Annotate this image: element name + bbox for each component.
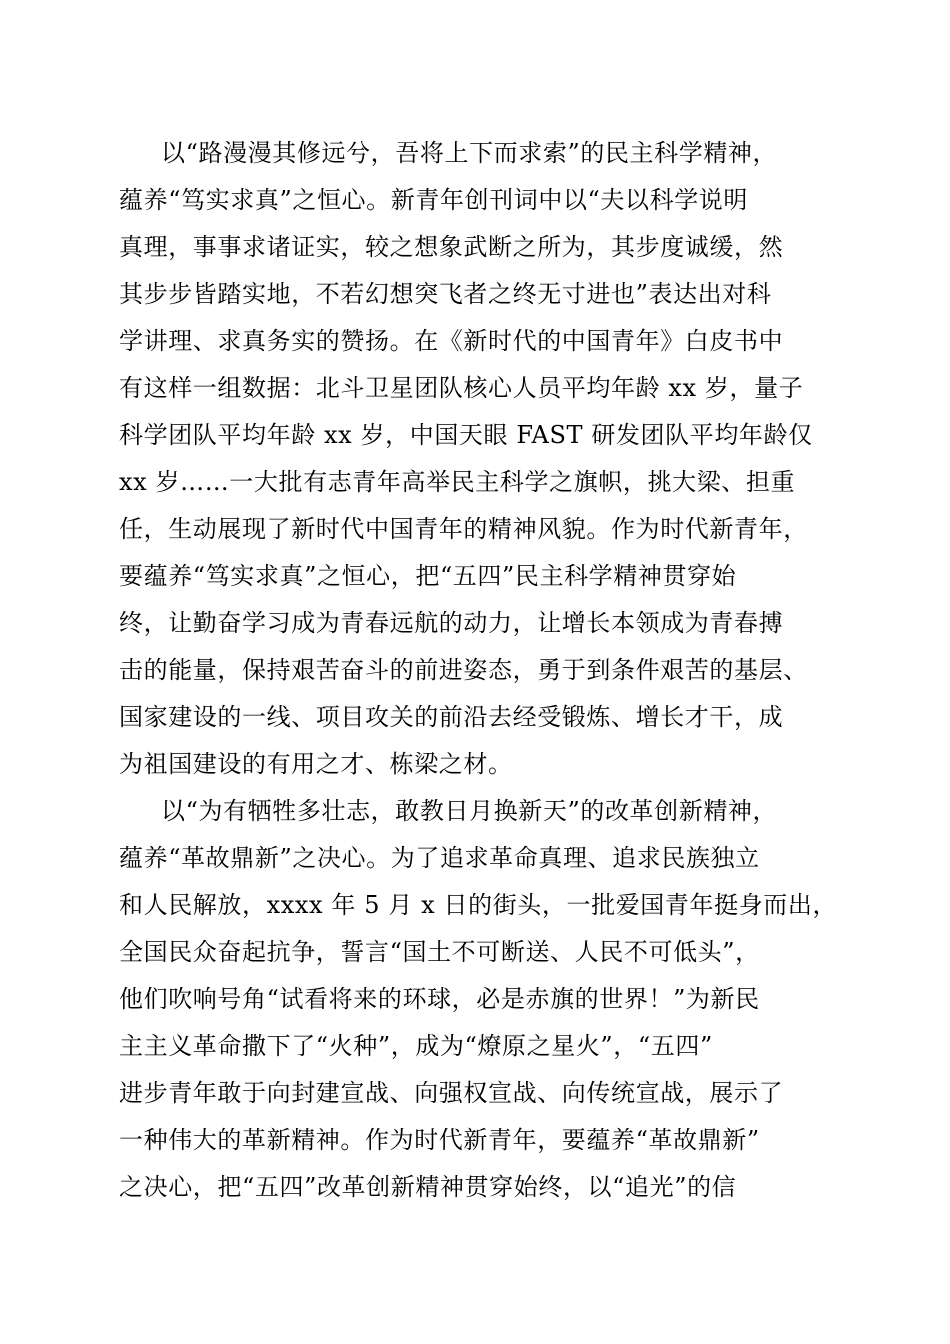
text-line: 有这样一组数据：北斗卫星团队核心人员平均年龄 xx 岁，量子 [119,374,804,402]
text-line: 和人民解放，xxxx 年 5 月 x 日的街头，一批爱国青年挺身而出， [119,891,838,919]
text-line: 进步青年敢于向封建宣战、向强权宣战、向传统宣战，展示了 [119,1079,784,1107]
text-line: 终，让勤奋学习成为青春远航的动力，让增长本领成为青春搏 [119,609,784,637]
text-line: 为祖国建设的有用之才、栋梁之材。 [119,750,513,778]
text-line: 科学团队平均年龄 xx 岁，中国天眼 FAST 研发团队平均年龄仅 [119,421,813,449]
text-line: 要蕴养“笃实求真”之恒心，把“五四”民主科学精神贯穿始 [119,562,737,590]
text-line: 蕴养“革故鼎新”之决心。为了追求革命真理、追求民族独立 [119,844,760,872]
text-line: 真理，事事求诸证实，较之想象武断之所为，其步度诚缓，然 [119,233,784,261]
paragraph-2 [119,788,838,1211]
text-line: 全国民众奋起抗争，誓言“国土不可断送、人民不可低头”， [119,938,760,966]
text-line: xx 岁……一大批有志青年高举民主科学之旗帜，挑大梁、担重 [119,468,796,496]
text-line: 以“为有牺牲多壮志，敢教日月换新天”的改革创新精神， [161,797,778,825]
text-line: 其步步皆踏实地，不若幻想突飞者之终无寸进也”表达出对科 [119,280,772,308]
text-line: 之决心，把“五四”改革创新精神贯穿始终，以“追光”的信 [119,1173,737,1201]
paragraph-1 [119,130,831,788]
text-line: 任，生动展现了新时代中国青年的精神风貌。作为时代新青年， [119,515,808,543]
text-line: 学讲理、求真务实的赞扬。在《新时代的中国青年》白皮书中 [119,327,784,355]
text-line: 国家建设的一线、项目攻关的前沿去经受锻炼、增长才干，成 [119,703,784,731]
text-line: 蕴养“笃实求真”之恒心。新青年创刊词中以“夫以科学说明 [119,186,749,214]
text-line: 一种伟大的革新精神。作为时代新青年，要蕴养“革故鼎新” [119,1126,760,1154]
text-line: 击的能量，保持艰苦奋斗的前进姿态，勇于到条件艰苦的基层、 [119,656,808,684]
text-line: 以“路漫漫其修远兮，吾将上下而求索”的民主科学精神， [161,139,778,167]
text-line: 他们吹响号角“试看将来的环球，必是赤旗的世界！”为新民 [119,985,760,1013]
text-line: 主主义革命撒下了“火种”，成为“燎原之星火”，“五四” [119,1032,713,1060]
body-text [119,130,838,1211]
